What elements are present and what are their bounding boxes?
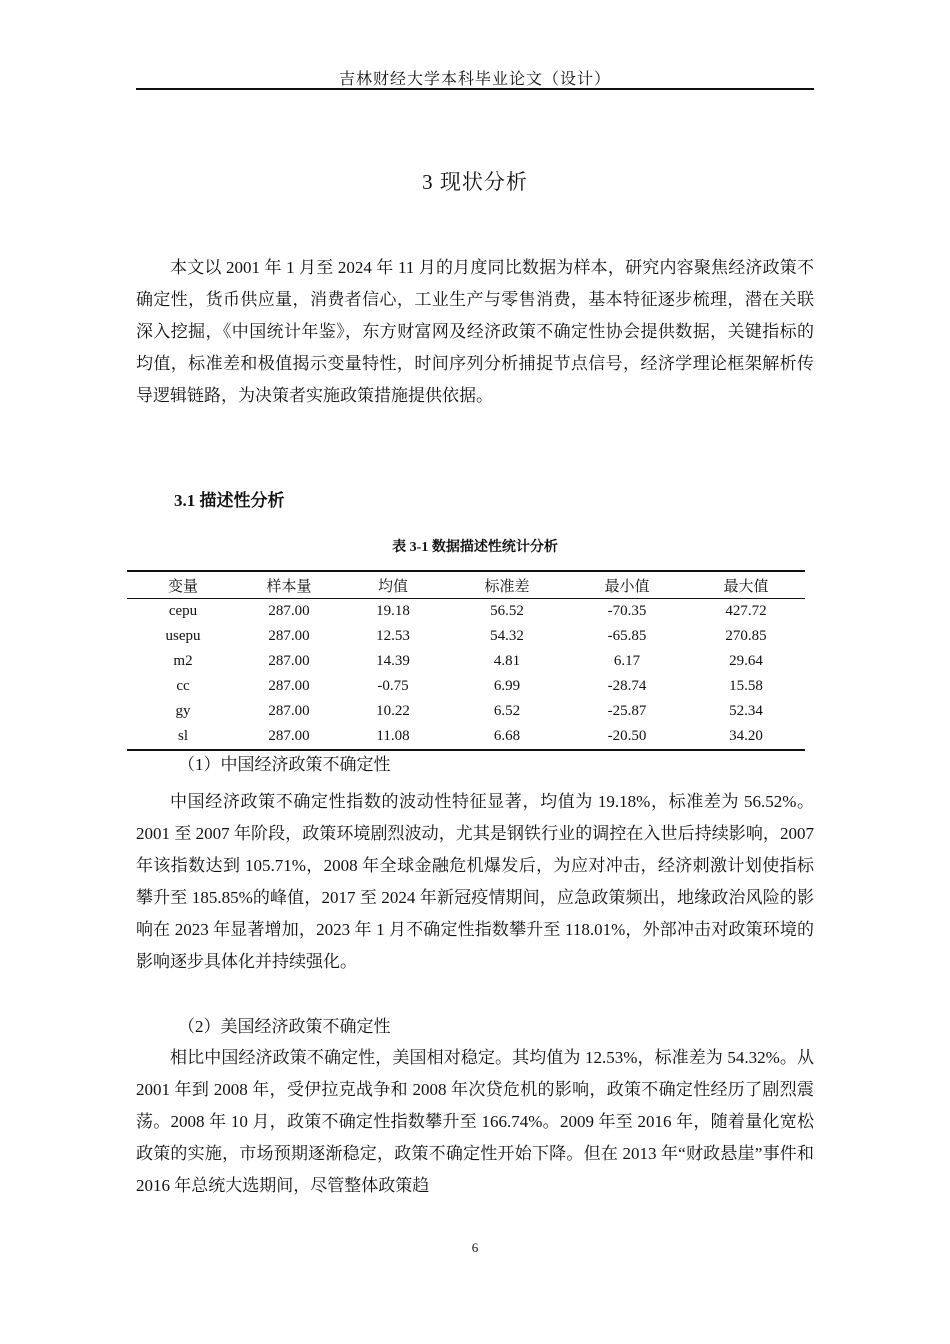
cell: -20.50 — [567, 724, 687, 750]
col-header: 均值 — [339, 571, 447, 599]
cell: 10.22 — [376, 703, 410, 719]
cell: 6.17 — [613, 653, 641, 669]
cell: 270.85 — [725, 628, 767, 644]
table-row — [127, 649, 805, 674]
col-header: 最小值 — [567, 571, 687, 599]
stats-table — [127, 570, 805, 751]
col-header: 变量 — [127, 571, 239, 599]
cell: 287.00 — [268, 628, 310, 644]
cell: 34.20 — [687, 724, 805, 750]
chapter-title: 3 现状分析 — [422, 170, 528, 194]
cell: 15.58 — [729, 678, 763, 694]
cell: 287.00 — [268, 603, 310, 619]
table-row — [127, 599, 805, 625]
cell: -0.75 — [377, 678, 409, 694]
table-caption: 表 3-1 数据描述性统计分析 — [392, 540, 558, 555]
header-rule — [136, 88, 814, 90]
running-header: 吉林财经大学本科毕业论文（设计） — [338, 71, 611, 88]
cell: -65.85 — [607, 628, 647, 644]
table-header-row — [127, 571, 805, 599]
subsection-heading: （2）美国经济政策不确定性 — [178, 1017, 391, 1036]
cell: 14.39 — [376, 653, 410, 669]
table-row — [127, 674, 805, 699]
cell: 54.32 — [490, 628, 524, 644]
cell: cc — [176, 678, 190, 694]
cell: 29.64 — [729, 653, 763, 669]
cell: m2 — [173, 653, 193, 669]
cell: sl — [127, 724, 239, 750]
cell: 56.52 — [490, 603, 524, 619]
cell: -28.74 — [607, 678, 647, 694]
cell: cepu — [168, 603, 198, 619]
cell: 287.00 — [268, 678, 310, 694]
cell: 11.08 — [339, 724, 447, 750]
cell: 19.18 — [376, 603, 410, 619]
cell: 6.68 — [447, 724, 567, 750]
cell: 4.81 — [493, 653, 521, 669]
cell: 287.00 — [268, 653, 310, 669]
table-row — [127, 699, 805, 724]
table-row — [127, 724, 805, 750]
body-paragraph: 中国经济政策不确定性指数的波动性特征显著，均值为 19.18%，标准差为 56.52%。2001 至 2007 年阶段，政策环境剧烈波动，尤其是钢铁行业的调控在入世后持续影响，2007 年该指数达到 105.71%，2008 年全球金融危机爆发后，为应对冲击，经济刺激计划使指标攀升至 185.85%的峰值，2017 至 2024 年新冠疫情期间，应急政策频出，地缘政治风险的影响在 2023 年显著增加，2023 年 1 月不确定性指数攀升至 118.01%，外部冲击对政策环境的影响逐步具体化并持续强化。 — [136, 792, 814, 971]
col-header: 标准差 — [447, 571, 567, 599]
cell: gy — [175, 703, 191, 719]
table-row — [127, 624, 805, 649]
cell: 6.52 — [493, 703, 521, 719]
cell: 287.00 — [239, 724, 339, 750]
cell: usepu — [165, 628, 201, 644]
col-header: 最大值 — [687, 571, 805, 599]
intro-paragraph: 本文以 2001 年 1 月至 2024 年 11 月的月度同比数据为样本，研究内容聚焦经济政策不确定性，货币供应量，消费者信心，工业生产与零售消费，基本特征逐步梳理，潜在关联深入挖掘，《中国统计年鉴》，东方财富网及经济政策不确定性协会提供数据，关键指标的均值，标准差和极值揭示变量特性，时间序列分析捕捉节点信号，经济学理论框架解析传导逻辑链路，为决策者实施政策措施提供依据。 — [136, 258, 814, 405]
section-heading: 3.1 描述性分析 — [174, 491, 285, 510]
cell: -25.87 — [607, 703, 647, 719]
page-number: 6 — [471, 1240, 479, 1255]
cell: 12.53 — [376, 628, 410, 644]
cell: -70.35 — [607, 603, 647, 619]
cell: 6.99 — [493, 678, 521, 694]
subsection-heading: （1）中国经济政策不确定性 — [178, 755, 391, 774]
body-paragraph: 相比中国经济政策不确定性，美国相对稳定。其均值为 12.53%，标准差为 54.32%。从 2001 年到 2008 年，受伊拉克战争和 2008 年次贷危机的影响，政策不确定性经历了剧烈震荡。2008 年 10 月，政策不确定性指数攀升至 166.74%。2009 年至 2016 年，随着量化宽松政策的实施，市场预期逐渐稳定，政策不确定性开始下降。但在 2013 年“财政悬崖”事件和 2016 年总统大选期间，尽管整体政策趋 — [136, 1048, 814, 1195]
cell: 287.00 — [268, 703, 310, 719]
cell: 52.34 — [729, 703, 763, 719]
cell: 427.72 — [725, 603, 767, 619]
col-header: 样本量 — [239, 571, 339, 599]
